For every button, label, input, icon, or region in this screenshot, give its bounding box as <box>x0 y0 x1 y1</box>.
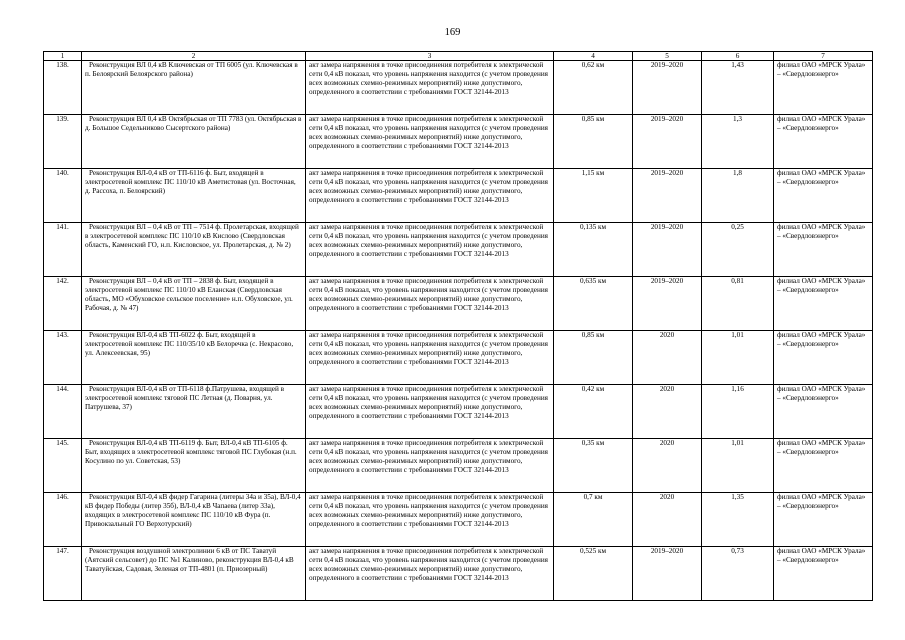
row-number: 145. <box>44 439 82 493</box>
justification: акт замера напряжения в точке присоединения потребителя к электрической сети 0,4 кВ показал, что уровень напряжения находится (с учетом проведения всех возможных схемно-режимных мероприятий) ниже допустимого, определенного в соответствии с требованиями ГОСТ 32144-2013 <box>306 439 554 493</box>
row-number: 141. <box>44 223 82 277</box>
project-name: Реконструкция ВЛ-0,4 кВ от ТП-6116 ф. Быт, входящей в электросетевой комплекс ПС 110/10 кВ Аметистовая (ул. Восточная, д. Рассоха, п. Белоярский) <box>82 169 306 223</box>
implementation-period: 2019–2020 <box>633 61 702 115</box>
responsible-organization: филиал ОАО «МРСК Урала» – «Свердловэнерго» <box>774 169 873 223</box>
justification: акт замера напряжения в точке присоединения потребителя к электрической сети 0,4 кВ показал, что уровень напряжения находится (с учетом проведения всех возможных схемно-режимных мероприятий) ниже допустимого, определенного в соответствии с требованиями ГОСТ 32144-2013 <box>306 385 554 439</box>
implementation-period: 2019–2020 <box>633 169 702 223</box>
implementation-period: 2019–2020 <box>633 277 702 331</box>
column-number: 6 <box>702 52 774 61</box>
project-name: Реконструкция ВЛ 0,4 кВ Октябрьская от ТП 7783 (ул. Октябрьская в д. Большое Седельниково Сысертского района) <box>82 115 306 169</box>
table-row <box>44 439 873 493</box>
line-length: 0,85 км <box>554 331 633 385</box>
cost-value: 1,43 <box>702 61 774 115</box>
cost-value: 1,01 <box>702 331 774 385</box>
column-number: 4 <box>554 52 633 61</box>
responsible-organization: филиал ОАО «МРСК Урала» – «Свердловэнерго» <box>774 223 873 277</box>
row-number: 142. <box>44 277 82 331</box>
implementation-period: 2020 <box>633 385 702 439</box>
page-number: 169 <box>444 27 461 38</box>
justification: акт замера напряжения в точке присоединения потребителя к электрической сети 0,4 кВ показал, что уровень напряжения находится (с учетом проведения всех возможных схемно-режимных мероприятий) ниже допустимого, определенного в соответствии с требованиями ГОСТ 32144-2013 <box>306 169 554 223</box>
responsible-organization: филиал ОАО «МРСК Урала» – «Свердловэнерго» <box>774 115 873 169</box>
table-row <box>44 223 873 277</box>
project-name: Реконструкция ВЛ-0,4 кВ ТП-6022 ф. Быт, входящей в электросетевой комплекс ПС 110/35/10 кВ Белоречка (с. Некрасово, ул. Алексеевская, 95) <box>82 331 306 385</box>
row-number: 147. <box>44 547 82 601</box>
project-name: Реконструкция ВЛ 0,4 кВ Ключевская от ТП 6005 (ул. Ключевская в п. Белоярский Белоярского района) <box>82 61 306 115</box>
line-length: 1,15 км <box>554 169 633 223</box>
line-length: 0,62 км <box>554 61 633 115</box>
data-table <box>43 51 873 601</box>
table-row <box>44 385 873 439</box>
cost-value: 1,8 <box>702 169 774 223</box>
cost-value: 0,73 <box>702 547 774 601</box>
justification: акт замера напряжения в точке присоединения потребителя к электрической сети 0,4 кВ показал, что уровень напряжения находится (с учетом проведения всех возможных схемно-режимных мероприятий) ниже допустимого, определенного в соответствии с требованиями ГОСТ 32144-2013 <box>306 331 554 385</box>
responsible-organization: филиал ОАО «МРСК Урала» – «Свердловэнерго» <box>774 439 873 493</box>
project-name: Реконструкция ВЛ-0,4 кВ от ТП-6118 ф.Патрушева, входящей в электросетевой комплекс тяговой ПС Летная (д. Поварня, ул. Патрушева, 37) <box>82 385 306 439</box>
column-number: 5 <box>633 52 702 61</box>
line-length: 0,42 км <box>554 385 633 439</box>
project-name: Реконструкция воздушной электролинии 6 кВ от ПС Таватуй (Аятский сельсовет) до ПС №1 Калиново, реконструкция ВЛ-0,4 кВ Таватуйская, Садовая, Зеленая от ТП-4801 (п. Приозерный) <box>82 547 306 601</box>
responsible-organization: филиал ОАО «МРСК Урала» – «Свердловэнерго» <box>774 61 873 115</box>
line-length: 0,525 км <box>554 547 633 601</box>
row-number: 146. <box>44 493 82 547</box>
line-length: 0,85 км <box>554 115 633 169</box>
column-number: 7 <box>774 52 873 61</box>
line-length: 0,7 км <box>554 493 633 547</box>
table-row <box>44 493 873 547</box>
cost-value: 1,01 <box>702 439 774 493</box>
column-number-row <box>44 52 873 61</box>
implementation-period: 2020 <box>633 439 702 493</box>
implementation-period: 2019–2020 <box>633 115 702 169</box>
responsible-organization: филиал ОАО «МРСК Урала» – «Свердловэнерго» <box>774 331 873 385</box>
project-name: Реконструкция ВЛ – 0,4 кВ от ТП – 7514 ф. Пролетарская, входящей в электросетевой комплекс ПС 110/10 кВ Кислово (Свердловская область, Каменский ГО, н.п. Кисловское, ул. Пролетарская, д. № 2) <box>82 223 306 277</box>
justification: акт замера напряжения в точке присоединения потребителя к электрической сети 0,4 кВ показал, что уровень напряжения находится (с учетом проведения всех возможных схемно-режимных мероприятий) ниже допустимого, определенного в соответствии с требованиями ГОСТ 32144-2013 <box>306 547 554 601</box>
implementation-period: 2020 <box>633 331 702 385</box>
table-row <box>44 169 873 223</box>
cost-value: 1,35 <box>702 493 774 547</box>
column-number: 3 <box>306 52 554 61</box>
table-row <box>44 115 873 169</box>
cost-value: 0,25 <box>702 223 774 277</box>
column-number: 1 <box>44 52 82 61</box>
table-row <box>44 277 873 331</box>
justification: акт замера напряжения в точке присоединения потребителя к электрической сети 0,4 кВ показал, что уровень напряжения находится (с учетом проведения всех возможных схемно-режимных мероприятий) ниже допустимого, определенного в соответствии с требованиями ГОСТ 32144-2013 <box>306 61 554 115</box>
row-number: 138. <box>44 61 82 115</box>
cost-value: 0,81 <box>702 277 774 331</box>
table-row <box>44 61 873 115</box>
column-number: 2 <box>82 52 306 61</box>
project-name: Реконструкция ВЛ-0,4 кВ ТП-6119 ф. Быт, ВЛ-0,4 кВ ТП-6105 ф. Быт, входящих в электросетевой комплекс тяговой ПС Глубокая (н.п. Косулино по ул. Советская, 53) <box>82 439 306 493</box>
project-name: Реконструкция ВЛ – 0,4 кВ от ТП – 2838 ф. Быт, входящей в электросетевой комплекс ПС 110/10 кВ Еланская (Свердловская область, МО «Обуховское сельское поселение» н.п. Обуховское, ул. Рабочая, д. № 47) <box>82 277 306 331</box>
project-name: Реконструкция ВЛ-0,4 кВ фидер Гагарина (литеры 34а и 35а), ВЛ-0,4 кВ фидер Победы (литер 35б), ВЛ-0,4 кВ Чапаева (литер 33а), входящих в электросетевой комплекс ПС 110/10 кВ Фура (п. Привокзальный ГО Верхотурский) <box>82 493 306 547</box>
justification: акт замера напряжения в точке присоединения потребителя к электрической сети 0,4 кВ показал, что уровень напряжения находится (с учетом проведения всех возможных схемно-режимных мероприятий) ниже допустимого, определенного в соответствии с требованиями ГОСТ 32144-2013 <box>306 223 554 277</box>
responsible-organization: филиал ОАО «МРСК Урала» – «Свердловэнерго» <box>774 547 873 601</box>
cost-value: 1,16 <box>702 385 774 439</box>
implementation-period: 2019–2020 <box>633 223 702 277</box>
cost-value: 1,3 <box>702 115 774 169</box>
row-number: 140. <box>44 169 82 223</box>
responsible-organization: филиал ОАО «МРСК Урала» – «Свердловэнерго» <box>774 493 873 547</box>
line-length: 0,635 км <box>554 277 633 331</box>
table-row <box>44 547 873 601</box>
row-number: 143. <box>44 331 82 385</box>
row-number: 139. <box>44 115 82 169</box>
implementation-period: 2020 <box>633 493 702 547</box>
justification: акт замера напряжения в точке присоединения потребителя к электрической сети 0,4 кВ показал, что уровень напряжения находится (с учетом проведения всех возможных схемно-режимных мероприятий) ниже допустимого, определенного в соответствии с требованиями ГОСТ 32144-2013 <box>306 115 554 169</box>
responsible-organization: филиал ОАО «МРСК Урала» – «Свердловэнерго» <box>774 385 873 439</box>
row-number: 144. <box>44 385 82 439</box>
line-length: 0,35 км <box>554 439 633 493</box>
justification: акт замера напряжения в точке присоединения потребителя к электрической сети 0,4 кВ показал, что уровень напряжения находится (с учетом проведения всех возможных схемно-режимных мероприятий) ниже допустимого, определенного в соответствии с требованиями ГОСТ 32144-2013 <box>306 277 554 331</box>
implementation-period: 2019–2020 <box>633 547 702 601</box>
line-length: 0,135 км <box>554 223 633 277</box>
responsible-organization: филиал ОАО «МРСК Урала» – «Свердловэнерго» <box>774 277 873 331</box>
table-row <box>44 331 873 385</box>
justification: акт замера напряжения в точке присоединения потребителя к электрической сети 0,4 кВ показал, что уровень напряжения находится (с учетом проведения всех возможных схемно-режимных мероприятий) ниже допустимого, определенного в соответствии с требованиями ГОСТ 32144-2013 <box>306 493 554 547</box>
